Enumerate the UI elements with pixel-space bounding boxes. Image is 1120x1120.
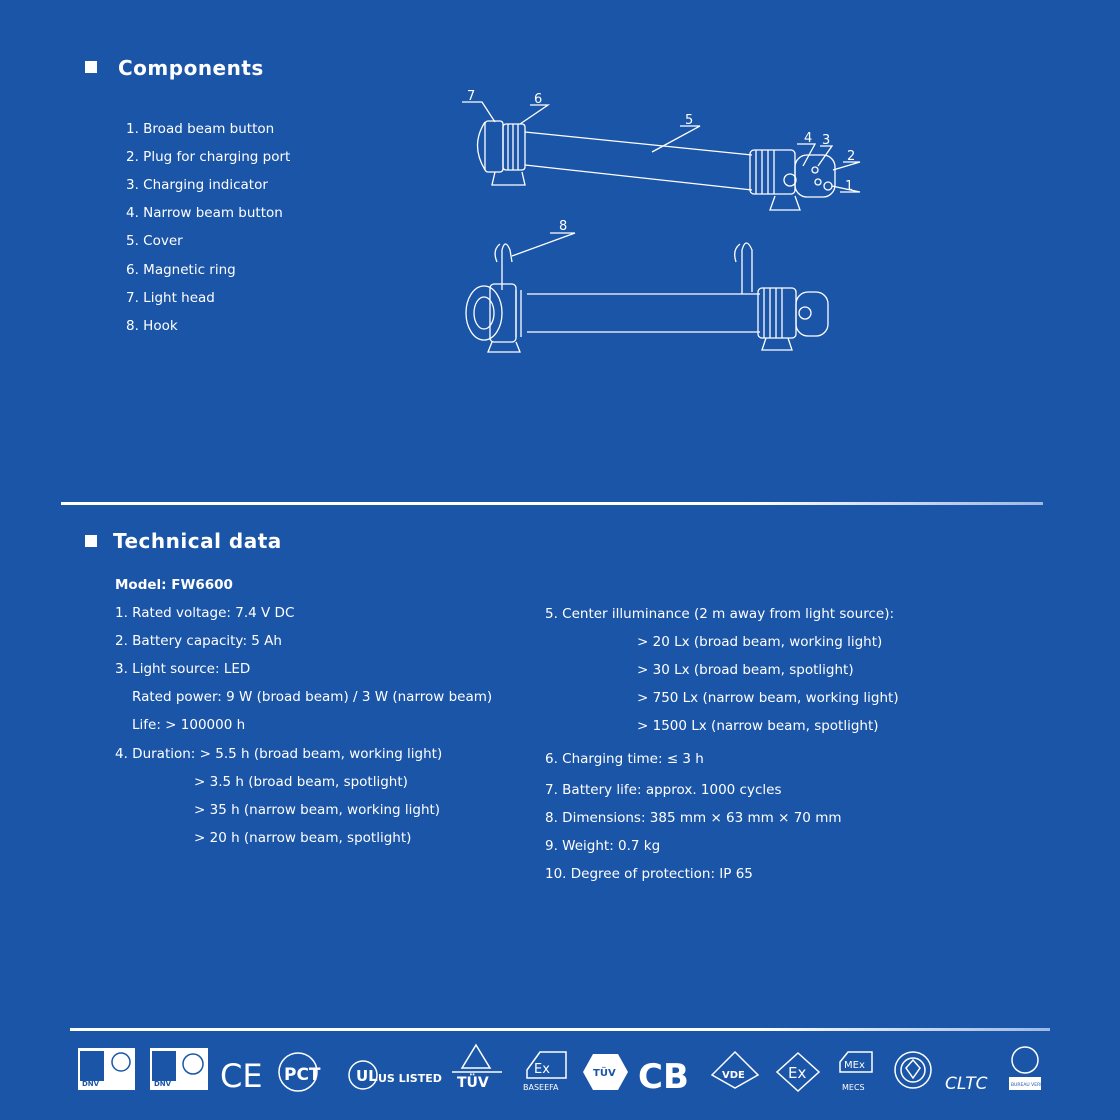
cltc-mark: CLTC <box>945 1074 988 1094</box>
component-item: 5. Cover <box>126 233 183 249</box>
spec-line: 2. Battery capacity: 5 Ah <box>115 633 282 649</box>
svg-text:MECS: MECS <box>842 1083 865 1092</box>
svg-text:DNV: DNV <box>82 1080 100 1088</box>
component-item: 2. Plug for charging port <box>126 149 291 165</box>
lamp-hook-view <box>466 233 828 352</box>
spec-line: > 35 h (narrow beam, working light) <box>194 802 441 818</box>
svg-text:Ex: Ex <box>534 1062 550 1077</box>
spec-line: 1. Rated voltage: 7.4 V DC <box>115 605 295 621</box>
svg-text:TÜV: TÜV <box>457 1075 489 1091</box>
cb-mark: CB <box>638 1057 689 1097</box>
svg-text:Ex: Ex <box>788 1064 807 1082</box>
model-label: Model: FW6600 <box>115 577 233 593</box>
svg-text:MEx: MEx <box>844 1060 865 1071</box>
product-diagram <box>440 80 880 370</box>
callout-4: 4 <box>804 131 813 146</box>
section-bullet <box>85 61 97 73</box>
callout-2: 2 <box>847 149 856 164</box>
component-item: 7. Light head <box>126 290 215 306</box>
spec-line: 4. Duration: > 5.5 h (broad beam, working light) <box>115 746 443 762</box>
svg-text:US LISTED: US LISTED <box>378 1072 442 1085</box>
component-item: 6. Magnetic ring <box>126 262 236 278</box>
component-item: 3. Charging indicator <box>126 177 268 193</box>
technical-title: Technical data <box>113 529 282 553</box>
spec-line: > 3.5 h (broad beam, spotlight) <box>194 774 408 790</box>
spec-line: 6. Charging time: ≤ 3 h <box>545 751 704 767</box>
certification-logos <box>70 1040 1050 1100</box>
spec-line: > 20 Lx (broad beam, working light) <box>637 634 883 650</box>
spec-line: 10. Degree of protection: IP 65 <box>545 866 753 882</box>
spec-line: > 750 Lx (narrow beam, working light) <box>637 690 899 706</box>
spec-line: Rated power: 9 W (broad beam) / 3 W (narrow beam) <box>132 689 493 705</box>
section-bullet <box>85 535 97 547</box>
callout-1: 1 <box>845 179 854 194</box>
spec-line: 5. Center illuminance (2 m away from light source): <box>545 606 895 622</box>
spec-line: > 30 Lx (broad beam, spotlight) <box>637 662 854 678</box>
components-title: Components <box>118 56 264 80</box>
component-item: 8. Hook <box>126 318 178 334</box>
svg-text:BASEEFA: BASEEFA <box>523 1083 559 1092</box>
spec-line: 9. Weight: 0.7 kg <box>545 838 661 854</box>
svg-text:UL: UL <box>356 1067 378 1085</box>
bureau-veritas-mark <box>1009 1047 1050 1090</box>
callout-8: 8 <box>559 219 568 234</box>
svg-text:BUREAU VERITAS: BUREAU VERITAS <box>1011 1083 1050 1088</box>
callout-5: 5 <box>685 113 694 128</box>
component-item: 4. Narrow beam button <box>126 205 283 221</box>
spec-line: 7. Battery life: approx. 1000 cycles <box>545 782 782 798</box>
svg-text:VDE: VDE <box>722 1070 745 1081</box>
tuv-sud-mark <box>583 1054 628 1090</box>
footer-divider <box>70 1028 1050 1031</box>
spec-line: > 20 h (narrow beam, spotlight) <box>194 830 412 846</box>
section-divider <box>61 502 1043 505</box>
spec-line: > 1500 Lx (narrow beam, spotlight) <box>637 718 879 734</box>
baseefa-mark <box>523 1052 566 1092</box>
pct-mark <box>279 1053 321 1091</box>
component-item: 1. Broad beam button <box>126 121 275 137</box>
seal-mark <box>895 1052 931 1088</box>
lamp-side-view <box>462 102 860 210</box>
vde-mark <box>712 1052 758 1088</box>
svg-text:PCT: PCT <box>284 1065 321 1085</box>
mecs-mark <box>840 1052 872 1092</box>
tuv-mark <box>452 1045 502 1091</box>
callout-6: 6 <box>534 92 543 107</box>
dnv-logo-2 <box>150 1048 208 1090</box>
ex-mark <box>777 1053 819 1091</box>
spec-line: Life: > 100000 h <box>132 717 246 733</box>
spec-line: 3. Light source: LED <box>115 661 251 677</box>
spec-line: 8. Dimensions: 385 mm × 63 mm × 70 mm <box>545 810 842 826</box>
callout-3: 3 <box>822 133 831 148</box>
svg-text:TÜV: TÜV <box>593 1068 616 1079</box>
ce-mark: CE <box>220 1057 263 1095</box>
callout-7: 7 <box>467 89 476 104</box>
svg-text:DNV: DNV <box>154 1080 172 1088</box>
dnv-ukas-logo <box>78 1048 135 1090</box>
ul-listed-mark <box>349 1061 442 1089</box>
